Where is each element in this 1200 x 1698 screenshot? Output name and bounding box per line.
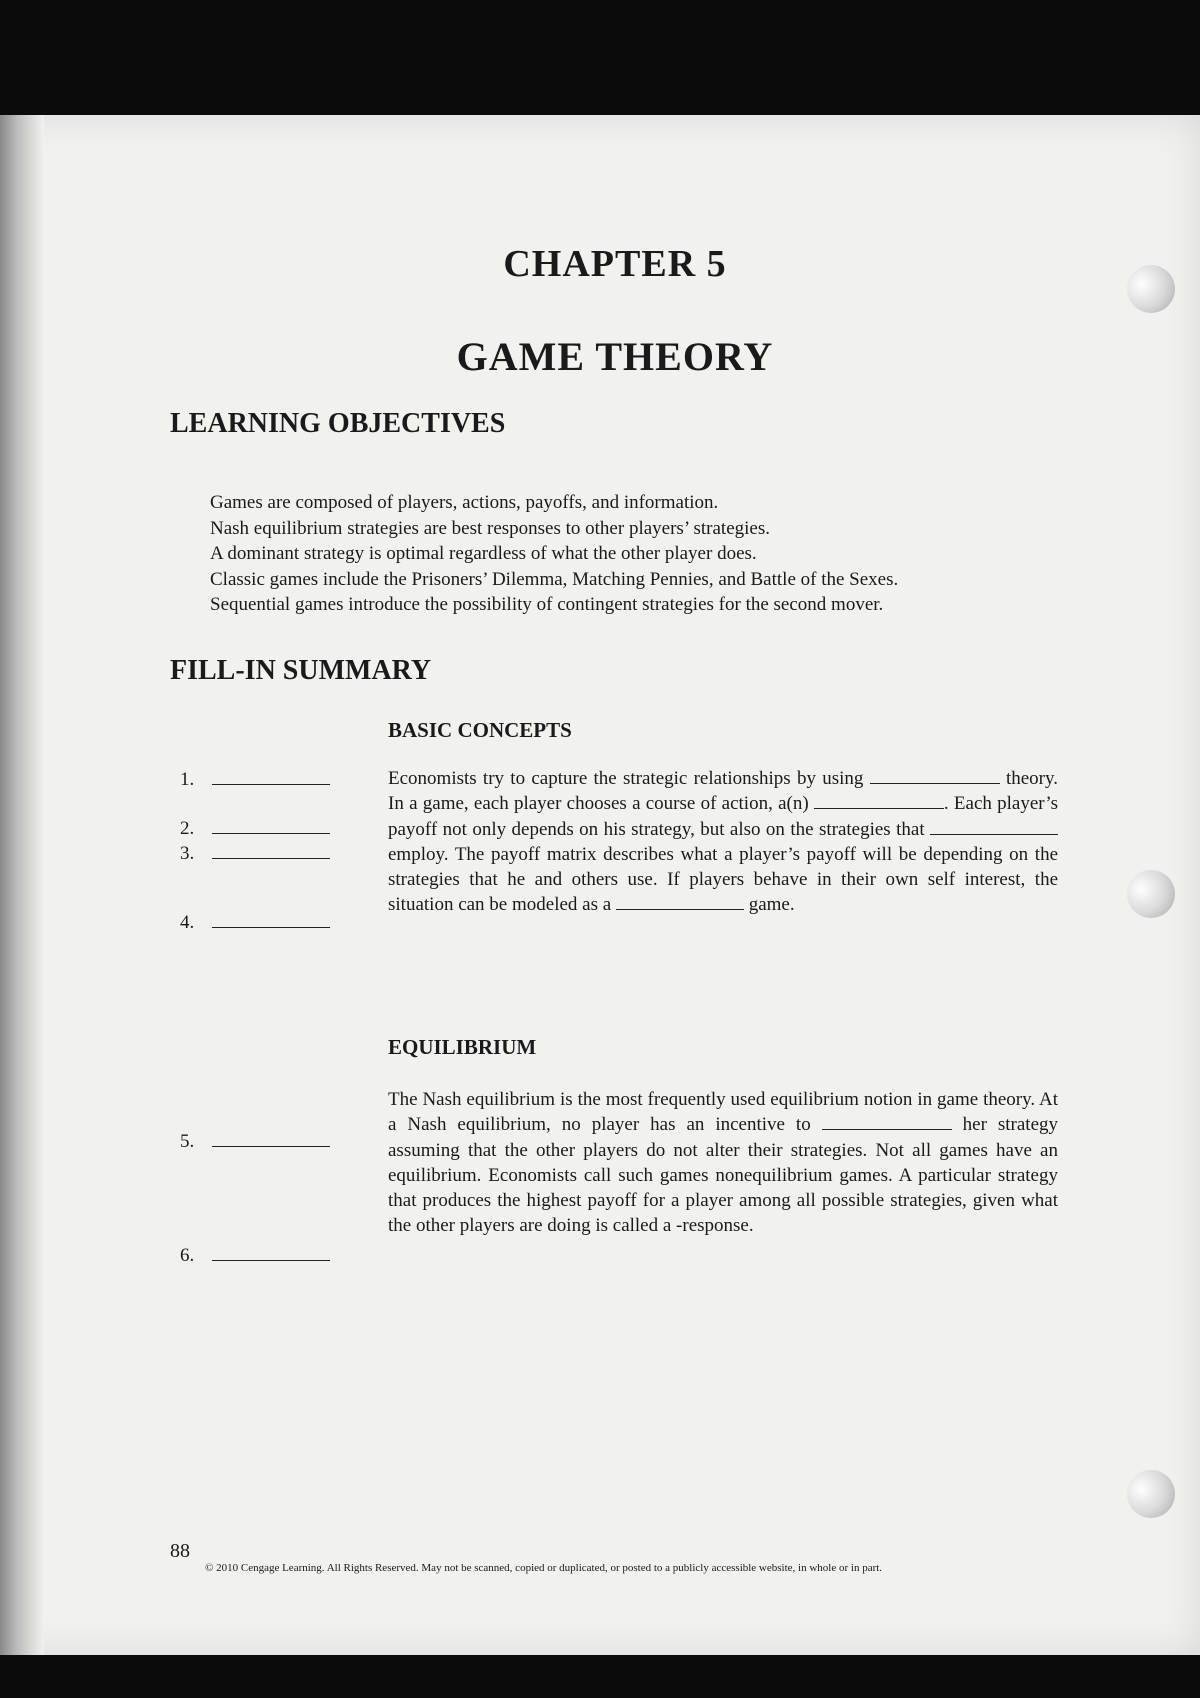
answer-line-2[interactable]: 2. [180,815,330,840]
answer-line-5[interactable]: 5. [180,1128,330,1153]
fill-in-summary-heading: FILL-IN SUMMARY [170,655,432,686]
equilibrium-paragraph: The Nash equilibrium is the most frequently used equilibrium notion in game theory. At a Nash equilibrium, no player has an incentive to her strategy assuming that the other players do not alter their strategies. Not all games have an equilibrium. Economists call such games nonequilibrium games. A particular strategy that produces the highest payoff for a player among all possible strategies, given what the other players are doing is called a -response. [388,1089,1059,1237]
inline-blank-4 [616,893,744,910]
answer-blank[interactable] [212,766,330,785]
learning-objectives-heading: LEARNING OBJECTIVES [170,408,506,439]
answer-line-1[interactable]: 1. [180,766,330,791]
answer-line-3[interactable]: 3. [180,840,330,865]
equilibrium-heading: EQUILIBRIUM [388,1035,537,1059]
answer-blank[interactable] [212,1128,330,1147]
answer-blank[interactable] [212,909,330,928]
objective-item: Nash equilibrium strategies are best responses to other players’ strategies. [210,517,770,539]
chapter-label: CHAPTER 5 [503,243,727,285]
inline-blank-1 [870,767,1000,784]
objective-item: Sequential games introduce the possibility of contingent strategies for the second mover. [210,594,884,615]
objective-item: A dominant strategy is optimal regardless of what the other player does. [210,543,757,564]
basic-concepts-paragraph: Economists try to capture the strategic relationships by using theory. In a game, each player chooses a course of action, a(n) . Each player’s payoff not only depends on his strategy, but also on the strategies that employ. The payoff matrix describes what a player’s payoff will be depending on the strategies that he and others use. If players behave in their own self interest, the situation can be modeled as a game. [388,768,1058,916]
answer-blank[interactable] [212,1242,330,1261]
chapter-title: GAME THEORY [456,334,774,379]
punch-hole-middle [1127,870,1175,918]
answer-line-6[interactable]: 6. [180,1242,330,1267]
inline-blank-2 [814,792,944,809]
basic-concepts-heading: BASIC CONCEPTS [388,718,572,742]
objective-item: Games are composed of players, actions, payoffs, and information. [210,492,719,513]
inline-blank-3 [930,818,1058,835]
objective-item: Classic games include the Prisoners’ Dilemma, Matching Pennies, and Battle of the Sexes. [210,568,899,590]
answer-line-4[interactable]: 4. [180,909,330,934]
answer-blank[interactable] [212,840,330,859]
punch-hole-bottom [1127,1470,1175,1518]
copyright-notice: © 2010 Cengage Learning. All Rights Reserved. May not be scanned, copied or duplicated, or posted to a publicly accessible website, in whole or in part. [205,1562,883,1574]
learning-objectives-list [210,490,1100,618]
answer-blank[interactable] [212,815,330,834]
workbook-page [0,115,1200,1655]
page-number: 88 [170,1540,190,1562]
inline-blank-5 [822,1113,952,1130]
